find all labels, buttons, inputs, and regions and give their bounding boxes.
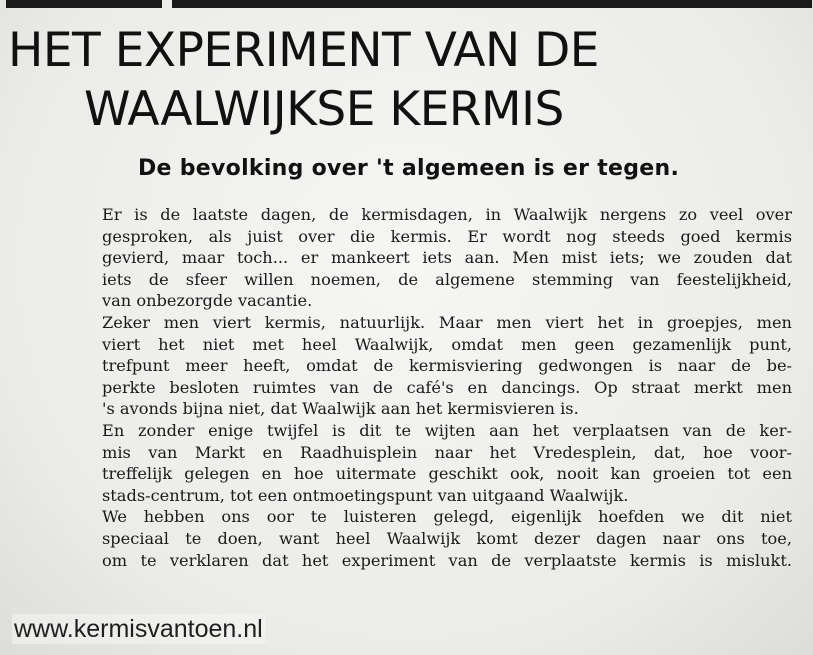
body-line: trefpunt meer heeft, omdat de kermisviering gedwongen is naar de be- (102, 356, 792, 376)
top-rule-right (172, 0, 812, 8)
body-line: perkte besloten ruimtes van de café's en dancings. Op straat merkt men (102, 377, 792, 397)
subheadline: De bevolking over 't algemeen is er tegen. (138, 156, 680, 181)
body-line: van onbezorgde vacantie. (102, 291, 313, 311)
body-line: mis van Markt en Raadhuisplein naar het Vredesplein, dat, hoe voor- (102, 442, 792, 462)
body-line: Er is de laatste dagen, de kermisdagen, in Waalwijk nergens zo veel over (102, 205, 792, 224)
body-line: stads-centrum, tot een ontmoetingspunt van uitgaand Waalwijk. (102, 485, 629, 505)
body-line: om te verklaren dat het experiment van de verplaatste kermis is mislukt. (102, 550, 792, 570)
body-line: gevierd, maar toch... er mankeert iets aan. Men mist iets; we zouden dat (102, 248, 792, 268)
body-line: gesproken, als juist over die kermis. Er wordt nog steeds goed kermis (102, 226, 792, 246)
body-line: iets de sfeer willen noemen, de algemene stemming van feestelijkheid, (102, 269, 792, 289)
body-line: treffelijk gelegen en hoe uitermate geschikt ook, nooit kan groeien tot een (102, 464, 792, 484)
body-line: speciaal te doen, want heel Waalwijk komt dezer dagen naar ons toe, (102, 528, 792, 548)
body-line: Zeker men viert kermis, natuurlijk. Maar men viert het in groepjes, men (102, 312, 792, 332)
top-rule-left (6, 0, 162, 8)
body-line: viert het niet met heel Waalwijk, omdat men geen gezamenlijk punt, (102, 334, 792, 354)
headline-line-1: HET EXPERIMENT VAN DE (8, 23, 599, 78)
body-line: We hebben ons oor te luisteren gelegd, eigenlijk hoefden we dit niet (102, 507, 792, 527)
website-watermark: www.kermisvantoen.nl (14, 615, 263, 643)
body-line: 's avonds bijna niet, dat Waalwijk aan het kermisvieren is. (102, 399, 579, 419)
body-line: En zonder enige twijfel is dit te wijten aan het verplaatsen van de ker- (102, 420, 792, 440)
headline-line-2: WAALWIJKSE KERMIS (84, 82, 564, 137)
article-body (102, 204, 792, 571)
